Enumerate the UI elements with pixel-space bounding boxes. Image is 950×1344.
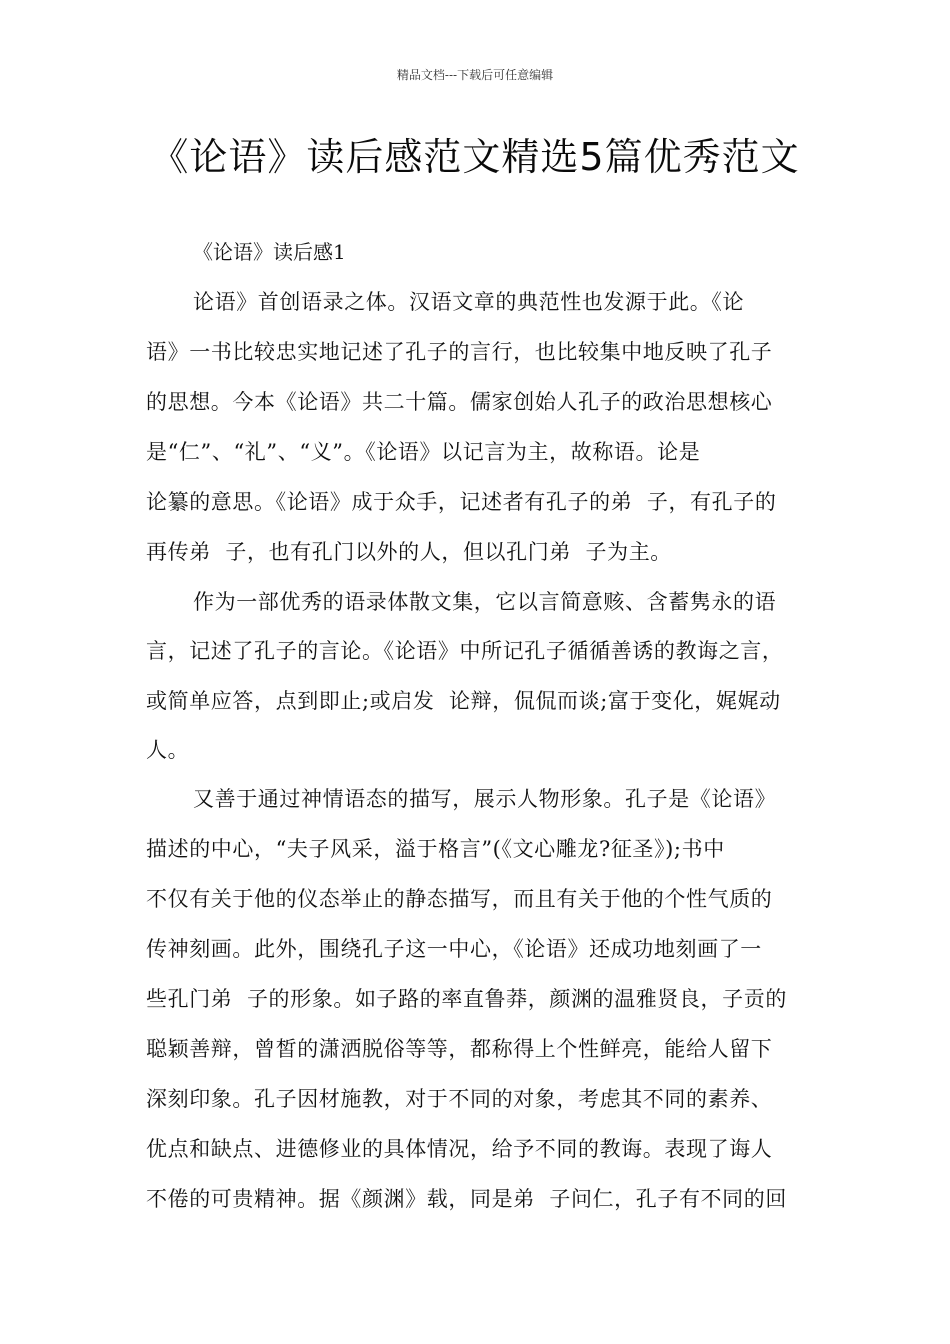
text-line: 不倦的可贵精神。据《颜渊》载，同是弟 子问仁，孔子有不同的回 (146, 1187, 787, 1211)
text-line: 作为一部优秀的语录体散文集，它以言简意赅、含蓄隽永的语 (193, 590, 777, 614)
text-line: 或简单应答，点到即止;或启发 论辩，侃侃而谈;富于变化，娓娓动 (146, 689, 781, 713)
text-line: 深刻印象。孔子因材施教，对于不同的对象，考虑其不同的素养、 (146, 1087, 773, 1111)
text-line: 再传弟 子，也有孔门以外的人，但以孔门弟 子为主。 (146, 540, 672, 564)
text-line: 论纂的意思。《论语》成于众手，记述者有孔子的弟 子，有孔子的 (146, 490, 777, 514)
section-heading: 《论语》读后感1 (193, 240, 346, 264)
text-line: 人。 (146, 738, 190, 762)
text-line: 优点和缺点、进德修业的具体情况，给予不同的教诲。表现了诲人 (146, 1137, 773, 1161)
text-line: 是“仁”、“礼”、“义”。《论语》以记言为主，故称语。论是 (146, 440, 701, 464)
text-line: 描述的中心，“夫子风采，溢于格言”(《文心雕龙?征圣》);书中 (146, 837, 725, 861)
text-line: 论语》首创语录之体。汉语文章的典范性也发源于此。《论 (193, 290, 745, 314)
text-line: 语》一书比较忠实地记述了孔子的言行，也比较集中地反映了孔子 (146, 340, 773, 364)
header-note: 精品文档---下载后可任意编辑 (396, 68, 554, 82)
text-line: 又善于通过神情语态的描写，展示人物形象。孔子是《论语》 (193, 787, 777, 811)
text-line: 传神刻画。此外，围绕孔子这一中心，《论语》还成功地刻画了一 (146, 937, 762, 961)
text-line: 言，记述了孔子的言论。《论语》中所记孔子循循善诱的教诲之言， (146, 639, 784, 663)
text-line: 不仅有关于他的仪态举止的静态描写，而且有关于他的个性气质的 (146, 887, 773, 911)
text-line: 的思想。今本《论语》共二十篇。儒家创始人孔子的政治思想核心 (146, 390, 773, 414)
text-line: 些孔门弟 子的形象。如子路的率直鲁莽，颜渊的温雅贤良，子贡的 (146, 987, 787, 1011)
document-title: 《论语》读后感范文精选5篇优秀范文 (150, 135, 800, 179)
text-line: 聪颖善辩，曾皙的潇洒脱俗等等，都称得上个性鲜亮，能给人留下 (146, 1037, 773, 1061)
